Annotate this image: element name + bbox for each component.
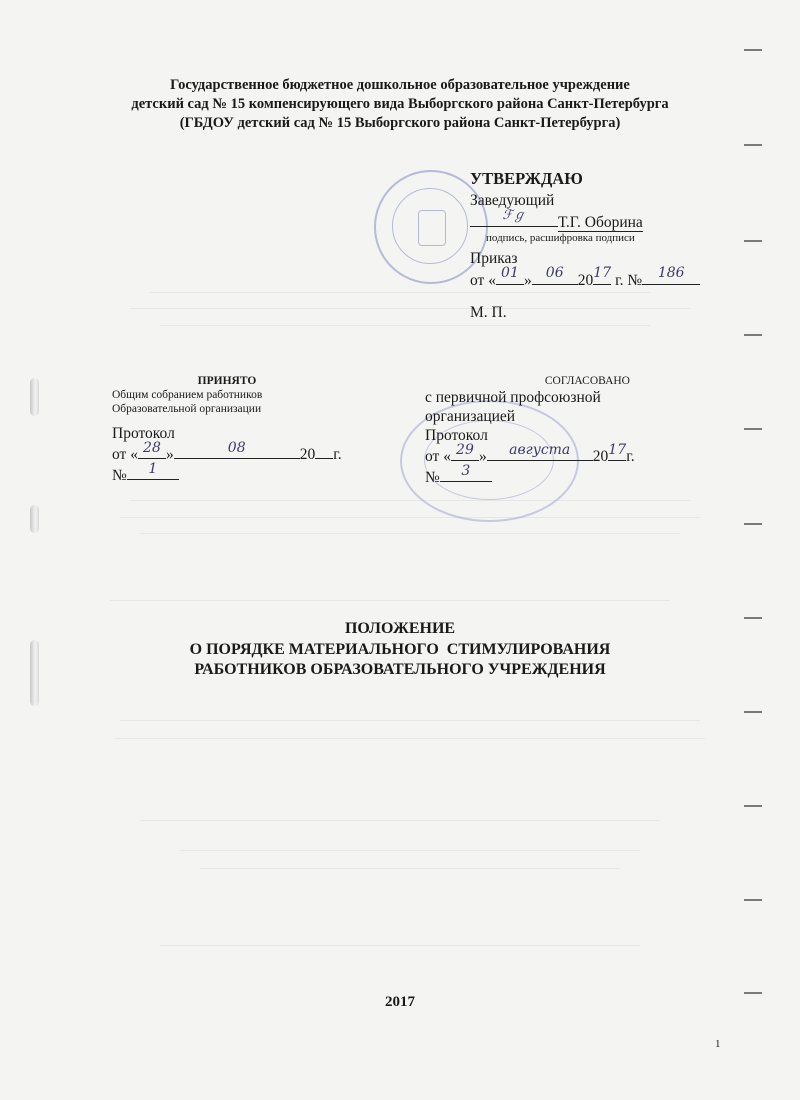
agreed-protocol-label: Протокол <box>425 427 488 444</box>
punch-hole <box>30 378 39 416</box>
agreed-number-field <box>440 463 492 482</box>
binding-mark <box>744 334 762 336</box>
order-day: 01 <box>501 265 519 281</box>
bleed-through-line <box>160 325 650 326</box>
accepted-year-prefix: 20 <box>299 446 316 463</box>
accepted-protocol-label: Протокол <box>112 425 175 442</box>
bleed-through-line <box>200 868 620 869</box>
header-line: детский сад № 15 компенсирующего вида Выборгского района Санкт-Петербурга <box>131 96 669 112</box>
signature-icon: ℱℊ <box>502 208 526 223</box>
approver-position: Заведующий <box>470 192 555 209</box>
header-line: (ГБДОУ детский сад № 15 Выборгского района Санкт-Петербурга) <box>179 115 621 131</box>
signature-line <box>470 208 730 232</box>
agreed-month: августа <box>509 442 571 458</box>
order-day-field <box>496 265 524 285</box>
bleed-through-line <box>160 945 640 946</box>
date-mid: » <box>523 272 532 289</box>
page-number: 1 <box>715 1038 721 1050</box>
agreed-line: с первичной профсоюзной <box>425 389 601 406</box>
order-number-label: г. № <box>611 272 643 289</box>
seal-place-label: М. П. <box>470 304 507 321</box>
order-year-suffix: 17 <box>593 265 612 281</box>
accepted-day-field <box>138 440 166 459</box>
order-year-field <box>593 265 612 285</box>
binding-mark <box>744 523 762 525</box>
order-month: 06 <box>545 265 564 281</box>
number-label: № <box>425 469 440 486</box>
accepted-month: 08 <box>227 440 246 456</box>
signature-field <box>470 208 558 227</box>
agreed-title: СОГЛАСОВАНО <box>544 375 630 387</box>
order-number-field <box>642 265 700 285</box>
binding-mark <box>744 49 762 51</box>
binding-mark <box>744 805 762 807</box>
document-title <box>100 619 700 681</box>
accepted-number-line <box>112 461 402 485</box>
seal-emblem-icon <box>418 210 446 246</box>
document-year: 2017 <box>385 994 415 1010</box>
accepted-number: 1 <box>148 461 158 477</box>
approver-name: Т.Г. Оборина <box>558 214 643 231</box>
accepted-month-field <box>174 440 300 459</box>
order-date-line <box>470 265 730 290</box>
order-year-prefix: 20 <box>577 272 594 289</box>
punch-hole <box>30 505 39 533</box>
signature-caption: подпись, расшифровка подписи <box>486 232 635 244</box>
binding-mark <box>744 617 762 619</box>
accepted-day: 28 <box>143 440 161 456</box>
agreed-day-field <box>451 442 479 461</box>
number-label: № <box>112 467 127 484</box>
bleed-through-line <box>140 820 660 821</box>
binding-mark <box>744 711 762 713</box>
organization-header <box>60 76 740 133</box>
bleed-through-line <box>130 500 690 501</box>
order-number: 186 <box>657 265 685 281</box>
accepted-title: ПРИНЯТО <box>197 375 257 387</box>
accepted-block <box>112 374 402 485</box>
order-label: Приказ <box>470 250 518 267</box>
agreed-year-suffix: 17 <box>608 442 627 458</box>
punch-hole <box>30 640 39 706</box>
order-month-field <box>532 265 578 285</box>
header-line: Государственное бюджетное дошкольное образовательное учреждение <box>170 77 630 93</box>
binding-mark <box>744 428 762 430</box>
document-title-line: РАБОТНИКОВ ОБРАЗОВАТЕЛЬНОГО УЧРЕЖДЕНИЯ <box>194 661 606 678</box>
agreed-block <box>425 374 725 487</box>
date-prefix: от « <box>112 446 138 463</box>
agreed-year-field <box>608 442 627 461</box>
agreed-year-prefix: 20 <box>592 448 609 465</box>
agreed-day: 29 <box>456 442 474 458</box>
accepted-number-field <box>127 461 179 480</box>
document-title-line: О ПОРЯДКЕ МАТЕРИАЛЬНОГО СТИМУЛИРОВАНИЯ <box>189 640 611 658</box>
binding-mark <box>744 992 762 994</box>
accepted-year-end: г. <box>333 446 342 463</box>
bleed-through-line <box>180 850 640 851</box>
bleed-through-line <box>115 738 705 739</box>
accepted-line: Общим собранием работников <box>112 389 263 401</box>
bleed-through-line <box>110 600 670 601</box>
binding-mark <box>744 144 762 146</box>
approval-title: УТВЕРЖДАЮ <box>470 169 583 188</box>
date-mid: » <box>165 446 174 463</box>
agreed-number-line <box>425 463 725 487</box>
binding-mark <box>744 899 762 901</box>
document-title-line: ПОЛОЖЕНИЕ <box>344 620 456 637</box>
bleed-through-line <box>120 720 700 721</box>
binding-mark <box>744 240 762 242</box>
bleed-through-line <box>140 533 680 534</box>
agreed-year-end: г. <box>626 448 635 465</box>
date-prefix: от « <box>425 448 451 465</box>
accepted-year-field <box>315 443 333 459</box>
agreed-month-field <box>487 442 593 461</box>
approval-block <box>470 168 730 323</box>
date-prefix: от « <box>470 272 496 289</box>
accepted-line: Образовательной организации <box>112 403 262 415</box>
bleed-through-line <box>120 517 700 518</box>
agreed-number: 3 <box>461 463 471 479</box>
date-mid: » <box>478 448 487 465</box>
agreed-line: организацией <box>425 408 516 425</box>
